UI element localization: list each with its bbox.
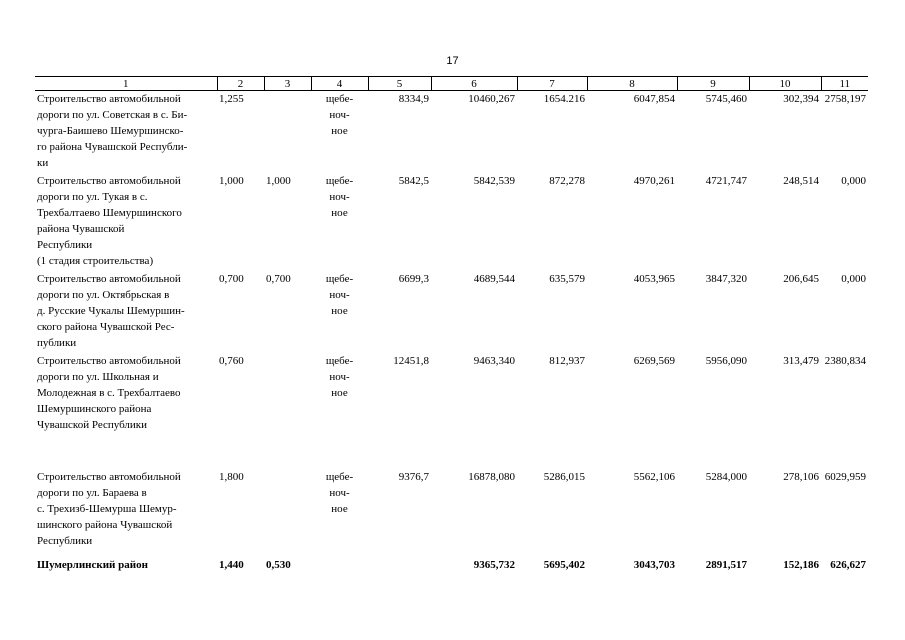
value-cell: 4970,261 [633, 175, 675, 187]
value-cell [264, 91, 311, 174]
road-name-line: Республики [37, 239, 93, 251]
road-name-line: Строительство автомобильной [37, 273, 181, 285]
value-cell: 10460,267 [468, 93, 515, 105]
value-cell: 313,479 [783, 355, 819, 367]
road-name-line: дороги по ул. Школьная и [37, 371, 159, 383]
value-cell: 0,700 [266, 273, 291, 285]
surface-type-line: щебе- [325, 471, 354, 483]
road-name-line: дороги по ул. Советская в с. Би- [37, 109, 188, 121]
column-header: 4 [311, 77, 368, 91]
column-header: 5 [368, 77, 431, 91]
total-row [35, 551, 868, 573]
column-header: 10 [749, 77, 821, 91]
total-cell: 3043,703 [633, 559, 675, 571]
value-cell: 1,800 [219, 471, 244, 483]
value-cell: 1,255 [219, 93, 244, 105]
table-row [35, 469, 868, 551]
road-name-line: Шемуршинского района [37, 403, 152, 415]
table-row [35, 91, 868, 174]
value-cell: 1,000 [266, 175, 291, 187]
road-name-line: района Чувашской [37, 223, 125, 235]
column-header: 2 [217, 77, 264, 91]
column-header: 1 [35, 77, 217, 91]
value-cell: 5745,460 [705, 93, 747, 105]
surface-type-line: ное [331, 207, 348, 219]
surface-type-cell [311, 91, 368, 174]
road-name-line: Чувашской Республики [37, 419, 148, 431]
surface-type-line: ное [331, 387, 348, 399]
total-name: Шумерлинский район [37, 559, 148, 571]
total-cell: 1,440 [219, 559, 244, 571]
surface-type-cell [311, 271, 368, 353]
road-name-cell [35, 469, 217, 551]
column-header: 6 [431, 77, 517, 91]
road-name-line: дороги по ул. Бараева в [37, 487, 147, 499]
road-name-line: Строительство автомобильной [37, 175, 181, 187]
value-cell [264, 469, 311, 551]
value-cell: 6029,959 [824, 471, 866, 483]
value-cell: 5562,106 [633, 471, 675, 483]
column-header: 11 [821, 77, 868, 91]
value-cell: 4689,544 [473, 273, 515, 285]
value-cell: 6269,569 [633, 355, 675, 367]
surface-type-line: ноч- [329, 487, 350, 499]
value-cell: 0,700 [219, 273, 244, 285]
surface-type-cell [311, 173, 368, 271]
column-header: 7 [517, 77, 587, 91]
road-name-line: го района Чувашской Республи- [37, 141, 188, 153]
value-cell: 302,394 [783, 93, 819, 105]
road-name-line: чурга-Баишево Шемуршинско- [37, 125, 184, 137]
total-cell: 2891,517 [705, 559, 747, 571]
surface-type-line: ноч- [329, 191, 350, 203]
value-cell: 9376,7 [398, 471, 429, 483]
value-cell: 0,000 [841, 175, 866, 187]
surface-type-line: щебе- [325, 175, 354, 187]
value-cell: 0,760 [219, 355, 244, 367]
total-cell: 9365,732 [473, 559, 515, 571]
column-header: 8 [587, 77, 677, 91]
road-name-line: ского района Чувашской Рес- [37, 321, 175, 333]
value-cell: 6047,854 [633, 93, 675, 105]
value-cell: 635,579 [549, 273, 585, 285]
total-cell [368, 551, 431, 573]
value-cell: 16878,080 [468, 471, 515, 483]
value-cell: 2758,197 [824, 93, 866, 105]
surface-type-line: щебе- [325, 93, 354, 105]
value-cell: 12451,8 [393, 355, 429, 367]
surface-type-line: щебе- [325, 273, 354, 285]
value-cell: 1,000 [219, 175, 244, 187]
road-name-line: дороги по ул. Октябрьская в [37, 289, 170, 301]
total-cell: 0,530 [266, 559, 291, 571]
road-name-cell [35, 353, 217, 469]
value-cell: 2380,834 [824, 355, 866, 367]
value-cell: 4721,747 [705, 175, 747, 187]
value-cell: 1654.216 [543, 93, 585, 105]
road-name-cell [35, 91, 217, 174]
value-cell: 6699,3 [398, 273, 429, 285]
surface-type-line: ноч- [329, 109, 350, 121]
road-name-line: Республики [37, 535, 93, 547]
header-row [35, 77, 868, 91]
column-header: 3 [264, 77, 311, 91]
value-cell: 8334,9 [398, 93, 429, 105]
road-name-cell [35, 271, 217, 353]
value-cell: 5286,015 [543, 471, 585, 483]
value-cell [264, 353, 311, 469]
road-name-line: ки [37, 157, 49, 169]
surface-type-cell [311, 353, 368, 469]
table-row [35, 271, 868, 353]
road-name-line: Строительство автомобильной [37, 355, 181, 367]
surface-type-cell [311, 469, 368, 551]
road-name-line: дороги по ул. Тукая в с. [37, 191, 148, 203]
value-cell: 872,278 [549, 175, 585, 187]
road-name-line: (1 стадия строительства) [37, 255, 154, 267]
road-name-line: Молодежная в с. Трехбалтаево [37, 387, 181, 399]
table-row [35, 353, 868, 469]
value-cell: 3847,320 [705, 273, 747, 285]
total-cell [311, 551, 368, 573]
data-table [35, 76, 868, 573]
surface-type-line: щебе- [325, 355, 354, 367]
road-name-cell [35, 173, 217, 271]
surface-type-line: ноч- [329, 371, 350, 383]
surface-type-line: ное [331, 305, 348, 317]
road-name-line: Строительство автомобильной [37, 471, 181, 483]
value-cell: 278,106 [783, 471, 819, 483]
value-cell: 206,645 [783, 273, 819, 285]
value-cell: 812,937 [549, 355, 585, 367]
surface-type-line: ное [331, 125, 348, 137]
total-cell: 152,186 [783, 559, 819, 571]
value-cell: 248,514 [783, 175, 819, 187]
value-cell: 4053,965 [633, 273, 675, 285]
value-cell: 5842,5 [398, 175, 429, 187]
surface-type-line: ное [331, 503, 348, 515]
road-name-line: публики [37, 337, 77, 349]
road-name-line: д. Русские Чукалы Шемуршин- [37, 305, 185, 317]
road-name-line: шинского района Чувашской [37, 519, 173, 531]
value-cell: 5956,090 [705, 355, 747, 367]
value-cell: 0,000 [841, 273, 866, 285]
value-cell: 5284,000 [705, 471, 747, 483]
page-number: 17 [446, 55, 459, 67]
total-cell: 5695,402 [543, 559, 585, 571]
road-name-line: с. Трехизб-Шемурша Шемур- [37, 503, 177, 515]
table-row [35, 173, 868, 271]
road-name-line: Строительство автомобильной [37, 93, 181, 105]
road-name-line: Трехбалтаево Шемуршинского [37, 207, 182, 219]
value-cell: 5842,539 [473, 175, 515, 187]
surface-type-line: ноч- [329, 289, 350, 301]
column-header: 9 [677, 77, 749, 91]
total-cell: 626,627 [830, 559, 866, 571]
value-cell: 9463,340 [473, 355, 515, 367]
